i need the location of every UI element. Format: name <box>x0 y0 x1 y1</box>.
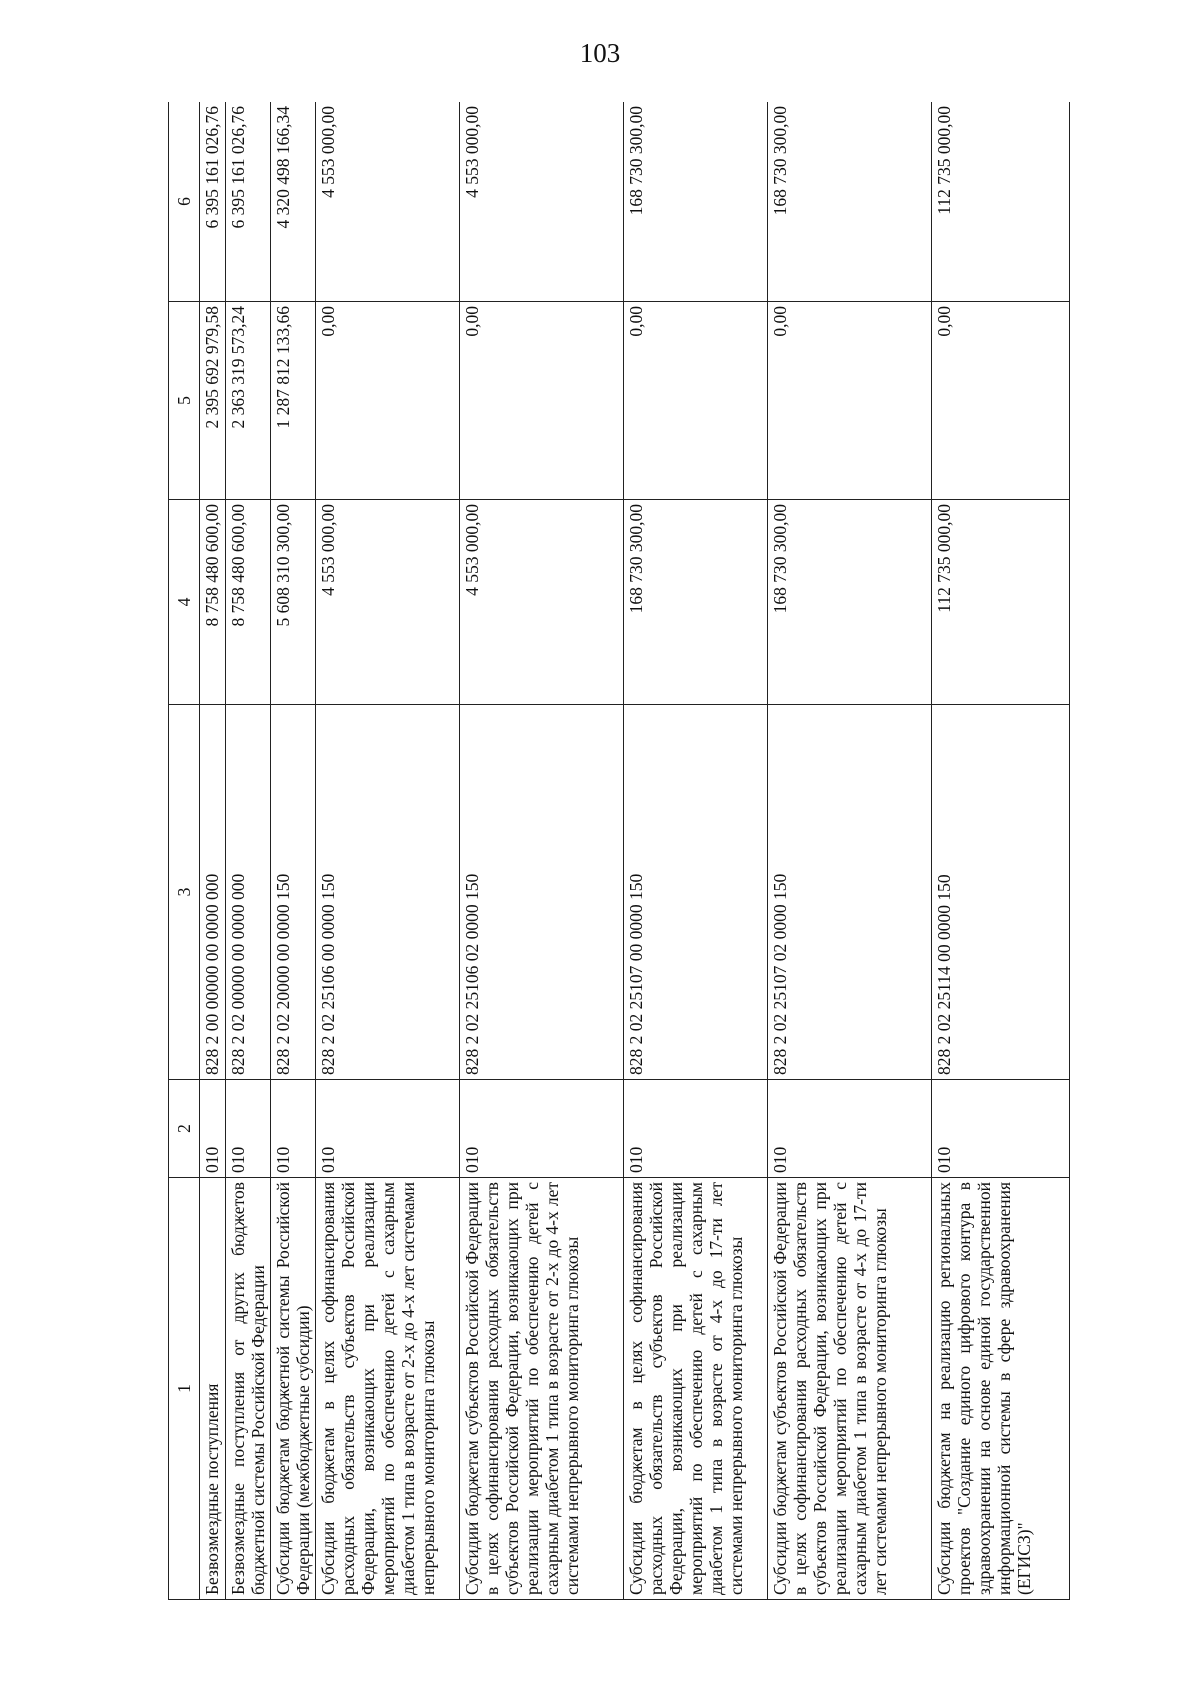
table-row <box>271 102 316 1600</box>
row-code: 010 <box>226 1080 271 1178</box>
table-container <box>168 102 1070 1600</box>
row-value-6: 6 395 161 026,76 <box>200 102 226 302</box>
column-header: 4 <box>169 500 200 705</box>
row-value-6: 6 395 161 026,76 <box>226 102 271 302</box>
row-value-5: 0,00 <box>460 302 624 500</box>
row-value-5: 1 287 812 133,66 <box>271 302 316 500</box>
row-code: 010 <box>271 1080 316 1178</box>
row-value-5: 0,00 <box>932 302 1070 500</box>
column-header: 6 <box>169 102 200 302</box>
row-value-6: 168 730 300,00 <box>768 102 932 302</box>
row-name: Субсидии бюджетам в целях софинансирования расходных обязательств субъектов Российской Федерации, возникающих при реализации мероприятий по обеспечению детей с сахарным диабетом 1 типа в возрасте от 2-х до 4-х лет системами непрерывного мониторинга глюкозы <box>316 1178 460 1600</box>
header-row <box>169 102 200 1600</box>
row-name: Субсидии бюджетам субъектов Российской Федерации в целях софинансирования расходных обязательств субъектов Российской Федерации, возникающих при реализации мероприятий по обеспечению детей с сахарным диабетом 1 типа в возрасте от 2-х до 4-х лет системами непрерывного мониторинга глюкозы <box>460 1178 624 1600</box>
row-kbk: 828 2 02 20000 00 0000 150 <box>271 705 316 1080</box>
row-name: Субсидии бюджетам субъектов Российской Федерации в целях софинансирования расходных обязательств субъектов Российской Федерации, возникающих при реализации мероприятий по обеспечению детей с сахарным диабетом 1 типа в возрасте от 4-х до 17-ти лет системами непрерывного мониторинга глюкозы <box>768 1178 932 1600</box>
row-name: Субсидии бюджетам на реализацию региональных проектов "Создание единого цифрового контура в здравоохранении на основе единой государственной информационной системы в сфере здравоохранения (ЕГИСЗ)" <box>932 1178 1070 1600</box>
row-code: 010 <box>932 1080 1070 1178</box>
row-value-5: 2 363 319 573,24 <box>226 302 271 500</box>
row-name: Субсидии бюджетам бюджетной системы Российской Федерации (межбюджетные субсидии) <box>271 1178 316 1600</box>
row-value-5: 0,00 <box>316 302 460 500</box>
row-name: Субсидии бюджетам в целях софинансирования расходных обязательств субъектов Российской Федерации, возникающих при реализации мероприятий по обеспечению детей с сахарным диабетом 1 типа в возрасте от 4-х до 17-ти лет системами непрерывного мониторинга глюкозы <box>624 1178 768 1600</box>
column-header: 3 <box>169 705 200 1080</box>
page-number: 103 <box>579 38 621 68</box>
row-code: 010 <box>624 1080 768 1178</box>
table-row <box>932 102 1070 1600</box>
table-row <box>316 102 460 1600</box>
row-kbk: 828 2 02 25106 02 0000 150 <box>460 705 624 1080</box>
row-value-4: 8 758 480 600,00 <box>200 500 226 705</box>
row-value-4: 8 758 480 600,00 <box>226 500 271 705</box>
row-value-6: 4 320 498 166,34 <box>271 102 316 302</box>
rotated-table-frame <box>168 102 1070 1600</box>
row-value-6: 112 735 000,00 <box>932 102 1070 302</box>
table-row <box>624 102 768 1600</box>
row-value-5: 0,00 <box>768 302 932 500</box>
column-header: 5 <box>169 302 200 500</box>
row-value-5: 2 395 692 979,58 <box>200 302 226 500</box>
row-value-6: 4 553 000,00 <box>316 102 460 302</box>
row-value-4: 168 730 300,00 <box>624 500 768 705</box>
row-value-4: 4 553 000,00 <box>460 500 624 705</box>
row-kbk: 828 2 02 25106 00 0000 150 <box>316 705 460 1080</box>
table-row <box>200 102 226 1600</box>
row-value-6: 4 553 000,00 <box>460 102 624 302</box>
column-header: 2 <box>169 1080 200 1178</box>
row-code: 010 <box>460 1080 624 1178</box>
table-row <box>226 102 271 1600</box>
row-value-6: 168 730 300,00 <box>624 102 768 302</box>
row-name: Безвозмездные поступления от других бюджетов бюджетной системы Российской Федерации <box>226 1178 271 1600</box>
row-code: 010 <box>200 1080 226 1178</box>
column-header: 1 <box>169 1178 200 1600</box>
table-row <box>460 102 624 1600</box>
revenue-table <box>168 102 1070 1600</box>
row-code: 010 <box>316 1080 460 1178</box>
row-value-5: 0,00 <box>624 302 768 500</box>
row-kbk: 828 2 02 25107 02 0000 150 <box>768 705 932 1080</box>
table-row <box>768 102 932 1600</box>
row-value-4: 168 730 300,00 <box>768 500 932 705</box>
row-value-4: 4 553 000,00 <box>316 500 460 705</box>
row-kbk: 828 2 02 00000 00 0000 000 <box>226 705 271 1080</box>
row-kbk: 828 2 02 25107 00 0000 150 <box>624 705 768 1080</box>
row-kbk: 828 2 00 00000 00 0000 000 <box>200 705 226 1080</box>
row-code: 010 <box>768 1080 932 1178</box>
row-kbk: 828 2 02 25114 00 0000 150 <box>932 705 1070 1080</box>
row-name: Безвозмездные поступления <box>200 1178 226 1600</box>
row-value-4: 5 608 310 300,00 <box>271 500 316 705</box>
row-value-4: 112 735 000,00 <box>932 500 1070 705</box>
